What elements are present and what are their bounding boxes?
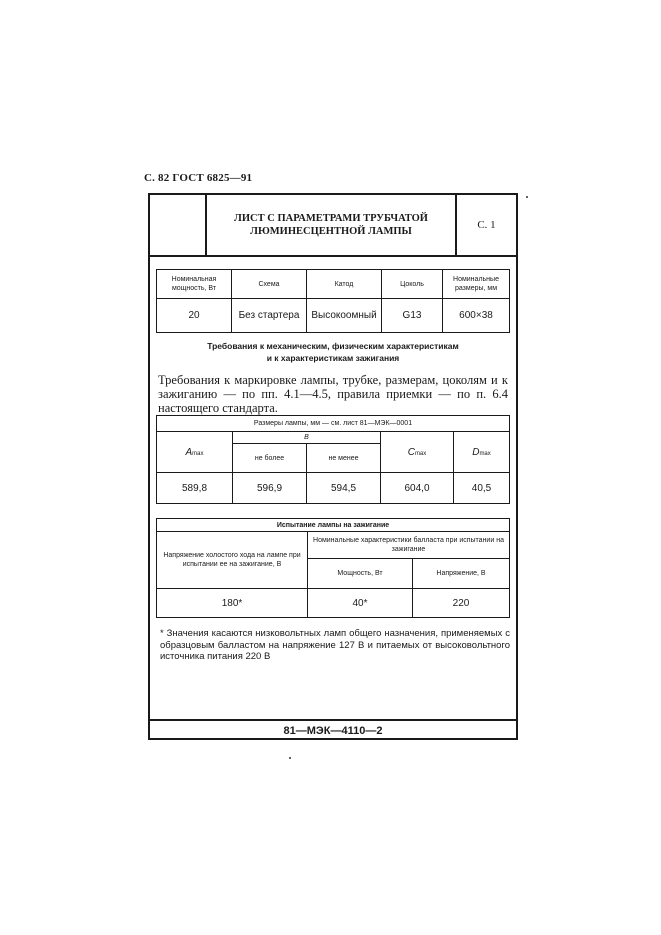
section-title-line-1: Требования к механическим, физическим характеристикам <box>207 341 459 351</box>
dim-b-min-header: не менее <box>307 444 381 473</box>
speck-mark <box>526 196 528 198</box>
params-power: 20 <box>157 299 232 333</box>
dimensions-table <box>156 415 510 504</box>
sheet-number: С. 1 <box>477 219 496 231</box>
params-table <box>156 269 510 333</box>
title-block <box>150 195 516 255</box>
dim-b-label: B <box>233 432 381 444</box>
ignition-voltage-value: 220 <box>413 589 510 618</box>
document-frame <box>148 193 518 740</box>
dim-a-label: A <box>185 446 193 458</box>
ignition-power-value: 40* <box>308 589 413 618</box>
title-left-cell <box>150 195 207 255</box>
params-size: 600×38 <box>443 299 510 333</box>
ignition-power-header: Мощность, Вт <box>308 559 413 589</box>
dim-d-value: 40,5 <box>454 473 510 504</box>
dim-b-min-value: 594,5 <box>307 473 381 504</box>
dim-c-sub: max <box>414 450 427 457</box>
title-line-1: ЛИСТ С ПАРАМЕТРАМИ ТРУБЧАТОЙ <box>234 213 428 224</box>
params-cathode: Высокоомный <box>307 299 382 333</box>
page-header: С. 82 ГОСТ 6825—91 <box>144 172 253 184</box>
dim-c-label: C <box>407 446 415 458</box>
dim-d-sub: max <box>479 450 491 457</box>
dim-b-max-header: не более <box>233 444 307 473</box>
dim-c-header <box>381 432 454 473</box>
title-divider <box>150 255 516 257</box>
params-header-power: Номинальная мощность, Вт <box>157 270 232 299</box>
params-base: G13 <box>382 299 443 333</box>
ignition-caption: Испытание лампы на зажигание <box>157 519 510 532</box>
bottom-divider <box>150 719 516 721</box>
dim-a-sub: max <box>192 450 204 457</box>
requirements-paragraph: Требования к маркировке лампы, трубке, размерам, цоколям и к зажиганию — по пп. 4.1—4.5, правила приемки — по п. 6.4 настоящего стандарта. <box>158 373 508 415</box>
dim-a-header <box>157 432 233 473</box>
params-header-scheme: Схема <box>232 270 307 299</box>
dimensions-caption: Размеры лампы, мм — см. лист 81—МЭК—0001 <box>157 416 510 432</box>
ignition-right-header: Номинальные характеристики балласта при испытании на зажигание <box>308 532 510 559</box>
speck-mark <box>289 757 291 759</box>
dim-d-label: D <box>472 446 480 458</box>
params-header-base: Цоколь <box>382 270 443 299</box>
dim-d-header <box>454 432 510 473</box>
params-scheme: Без стартера <box>232 299 307 333</box>
title-line-2: ЛЮМИНЕСЦЕНТНОЙ ЛАМПЫ <box>250 226 412 237</box>
dim-c-value: 604,0 <box>381 473 454 504</box>
dim-a-value: 589,8 <box>157 473 233 504</box>
document-title <box>207 195 457 255</box>
dim-b-max-value: 596,9 <box>233 473 307 504</box>
section-title <box>150 340 516 364</box>
params-header-size: Номинальные размеры, мм <box>443 270 510 299</box>
ignition-table <box>156 518 510 618</box>
params-header-cathode: Катод <box>307 270 382 299</box>
ignition-ocv-value: 180* <box>157 589 308 618</box>
section-title-line-2: и к характеристикам зажигания <box>266 353 400 363</box>
ignition-voltage-header: Напряжение, В <box>413 559 510 589</box>
footer-code: 81—МЭК—4110—2 <box>283 725 383 737</box>
ignition-left-header: Напряжение холостого хода на лампе при испытании ее на зажигание, В <box>157 532 308 589</box>
footnote: * Значения касаются низковольтных ламп общего назначения, применяемых с образцовым балластом на напряжение 127 В и питаемых от высоковольтного источника питания 220 В <box>160 628 510 662</box>
